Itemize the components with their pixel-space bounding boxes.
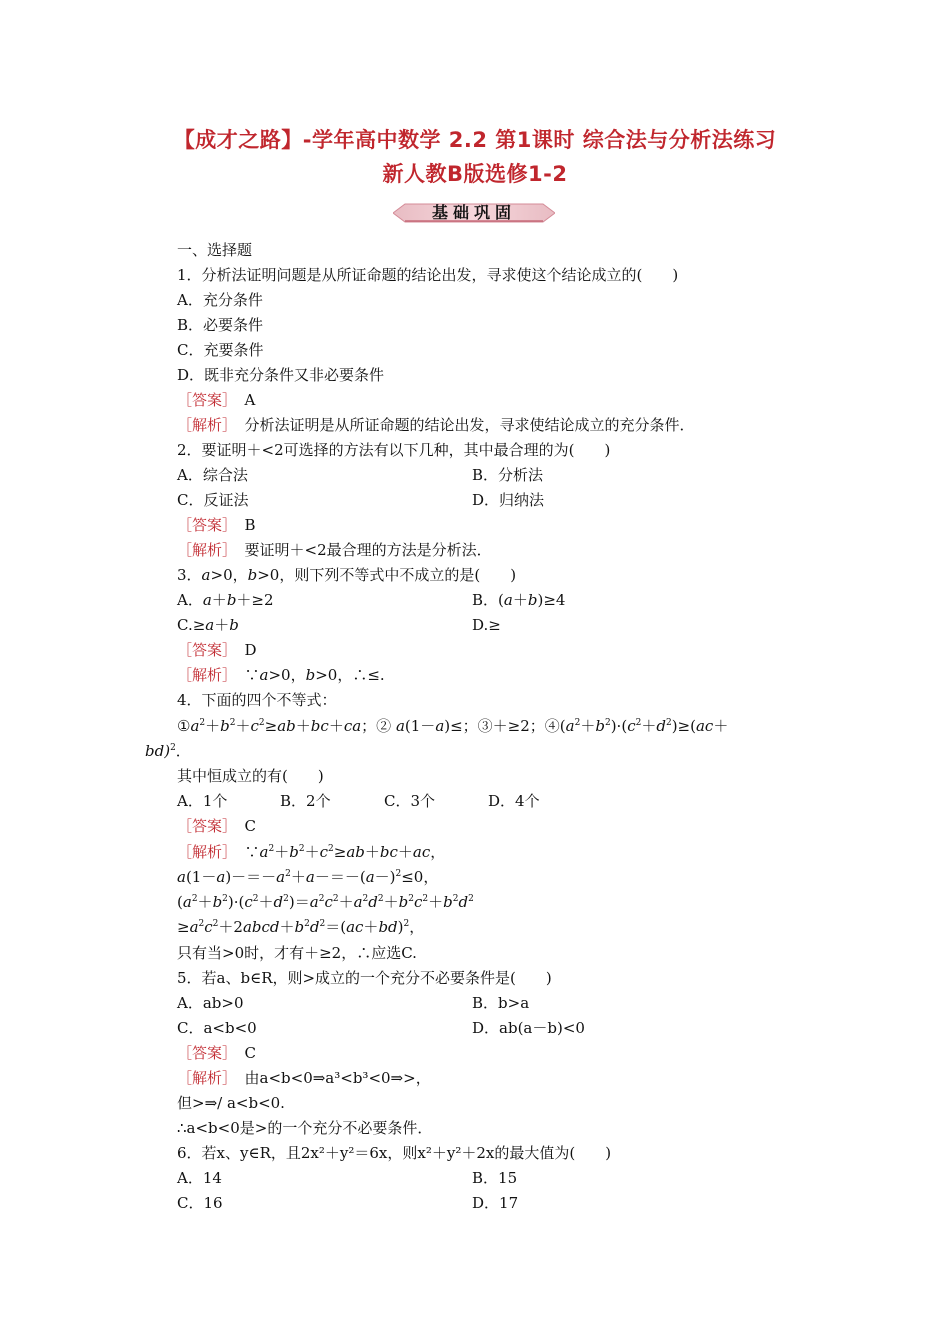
q6-stem: 6．若x、y∈R，且2x²＋y²＝6x，则x²＋y²＋2x的最大值为( ) — [177, 1144, 612, 1162]
answer-tag: ［答案］ — [177, 391, 230, 409]
q5-analysis-line-2: 但>⇒/ a<b<0. — [177, 1094, 285, 1112]
q2-analysis: ［解析］ 要证明＋<2最合理的方法是分析法． — [177, 541, 492, 559]
q5-option-b: B．b>a — [472, 994, 530, 1012]
q2-option-a: A．综合法 — [177, 466, 248, 484]
q2-option-d: D．归纳法 — [472, 491, 545, 509]
q4-answer: ［答案］ C — [177, 817, 256, 835]
q3-option-b: B．(a＋b)≥4 — [472, 591, 566, 609]
q4-inequalities: $①a^2+b^2+c^2\ge ab+bc+ca$；② a(1－a)≤；③＋≥2；$④(a^2+b^2)\cdot(c^2+d^2)\ge(ac+$ — [177, 717, 729, 735]
q5-option-c: C．a<b<0 — [177, 1019, 257, 1037]
q5-answer-value: C — [229, 1044, 256, 1062]
q1-answer-value: A — [229, 391, 256, 409]
q1-analysis-text: 分析法证明是从所证命题的结论出发，寻求使结论成立的充分条件． — [229, 416, 695, 434]
q5-option-a: A．ab>0 — [177, 994, 244, 1012]
q4-option-c: C．3个 — [384, 792, 436, 810]
q5-analysis-line-3: ∴a<b<0是>的一个充分不必要条件． — [177, 1119, 433, 1137]
q4-analysis-line-3: $(a^2+b^2)\cdot(c^2+d^2)=a^2c^2+a^2d^2+b^2c^2+b^2d^2$ — [177, 893, 474, 911]
q4-option-b: B．2个 — [280, 792, 331, 810]
q5-analysis-line-1: ［解析］ 由a<b<0⇒a³<b³<0⇒>， — [177, 1069, 431, 1087]
q4-option-d: D．4个 — [488, 792, 540, 810]
q3-option-c: C.≥a＋b — [177, 616, 239, 634]
q3-answer: ［答案］ D — [177, 641, 257, 659]
q2-option-c: C．反证法 — [177, 491, 249, 509]
q5-stem: 5．若a、b∈R，则>成立的一个充分不必要条件是( ) — [177, 969, 552, 987]
q4-option-a: A．1个 — [177, 792, 228, 810]
q1-option-d: D．既非充分条件又非必要条件 — [177, 366, 385, 384]
q6-option-a: A．14 — [177, 1169, 222, 1187]
q4-stem: 4．下面的四个不等式： — [177, 691, 337, 709]
q5-answer: ［答案］ C — [177, 1044, 256, 1062]
q1-stem: 1．分析法证明问题是从所证命题的结论出发，寻求使这个结论成立的( ) — [177, 266, 679, 284]
document-title-line-2: 新人教B版选修1-2 — [382, 162, 568, 186]
q3-stem: 3．a>0，b>0，则下列不等式中不成立的是( ) — [177, 566, 517, 584]
q4-follow: 其中恒成立的有( ) — [177, 767, 324, 785]
q4-answer-value: C — [229, 817, 256, 835]
q2-answer-value: B — [229, 516, 256, 534]
q1-answer — [177, 390, 255, 410]
q2-answer: ［答案］ B — [177, 516, 256, 534]
q1-option-c: C．充要条件 — [177, 341, 264, 359]
analysis-tag: ［解析］ — [177, 416, 230, 434]
q4-analysis-line-5: 只有当>0时，才有＋≥2，∴应选C. — [177, 944, 417, 962]
q2-option-b: B．分析法 — [472, 466, 544, 484]
q5-option-d: D．ab(a－b)<0 — [472, 1019, 585, 1037]
q4-analysis-line-1: ［解析］ $\because a^2+b^2+c^2\ge ab+bc+ac$， — [177, 843, 446, 861]
q4-analysis-line-2: $a(1-a)-=-a^2+a-=-(a-)^2\le 0$， — [177, 868, 439, 886]
q4-inequalities-continued: bd)$^2$． — [145, 742, 191, 760]
q2-stem: 2．要证明＋<2可选择的方法有以下几种，其中最合理的为( ) — [177, 441, 611, 459]
q2-analysis-text: 要证明＋<2最合理的方法是分析法． — [229, 541, 492, 559]
q6-option-b: B．15 — [472, 1169, 518, 1187]
q3-answer-value: D — [229, 641, 257, 659]
q1-analysis — [177, 415, 695, 435]
document-title-line-1: 【成才之路】-学年高中数学 2.2 第1课时 综合法与分析法练习 — [173, 128, 777, 152]
section-banner-title: 基础巩固 — [431, 203, 516, 222]
q1-option-b: B．必要条件 — [177, 316, 264, 334]
q6-option-c: C．16 — [177, 1194, 223, 1212]
q1-option-a: A．充分条件 — [177, 291, 263, 309]
section-heading: 一、选择题 — [177, 241, 253, 259]
q4-analysis-line-4: $\ge a^2c^2+2abcd+b^2d^2=(ac+bd)^2$， — [177, 918, 425, 936]
q6-option-d: D．17 — [472, 1194, 519, 1212]
q3-option-a: A．a＋b＋≥2 — [177, 591, 274, 609]
q3-analysis: ［解析］ ∵a>0，b>0，∴≤. — [177, 666, 385, 684]
q3-option-d: D.≥ — [472, 616, 501, 634]
